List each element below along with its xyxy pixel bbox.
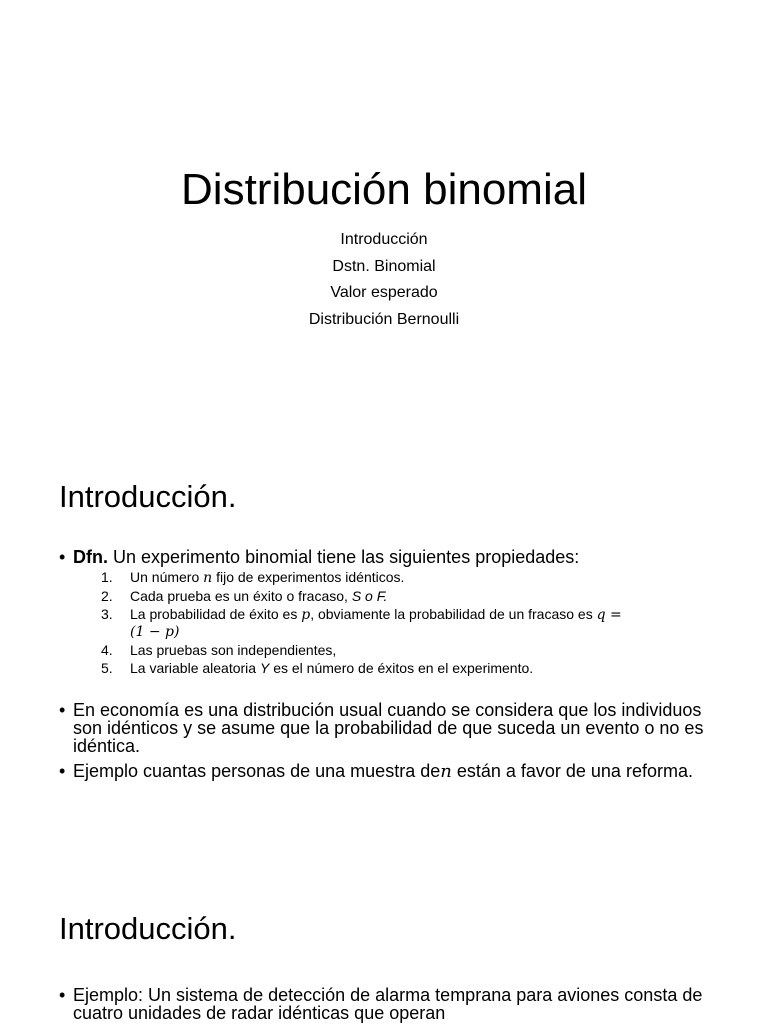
item-number: 5. bbox=[101, 660, 113, 676]
section-heading: Introducción. bbox=[59, 479, 237, 514]
math-expression: q = bbox=[596, 607, 622, 623]
subtitle-item: Dstn. Binomial bbox=[332, 257, 436, 275]
bullet-icon: • bbox=[59, 761, 66, 781]
list-item bbox=[101, 588, 719, 604]
item-number: 4. bbox=[101, 642, 113, 658]
subtitle-list bbox=[0, 227, 768, 333]
bullet-icon: • bbox=[59, 547, 66, 567]
item-text: , obviamente la probabilidad de un fracaso es bbox=[310, 606, 597, 622]
math-expression: (1 − p) bbox=[130, 624, 180, 640]
bullet-icon: • bbox=[59, 985, 66, 1005]
list-item bbox=[101, 642, 719, 658]
definition-label: Dfn. bbox=[73, 547, 108, 567]
bullet-item bbox=[59, 701, 719, 755]
item-text: La probabilidad de éxito es bbox=[130, 606, 302, 622]
item-text: Cada prueba es un éxito o fracaso, bbox=[130, 588, 352, 604]
item-italic: Y bbox=[259, 660, 270, 676]
math-variable: p bbox=[301, 607, 311, 623]
numbered-list bbox=[101, 569, 719, 676]
bullet-icon: • bbox=[59, 700, 66, 720]
slide-title: Distribución binomial bbox=[181, 165, 587, 214]
item-number: 2. bbox=[101, 588, 113, 604]
item-text: es el número de éxitos en el experimento. bbox=[269, 660, 534, 676]
subtitle-item: Introducción bbox=[340, 231, 428, 248]
bullet-text: En economía es una distribución usual cuando se considera que los individuos son idénticos y se asume que la probabilidad de que suceda un evento o no es idéntica. bbox=[73, 700, 704, 756]
subtitle-item: Valor esperado bbox=[330, 284, 438, 301]
math-variable: n bbox=[203, 570, 213, 586]
bullet-list bbox=[59, 548, 719, 678]
item-number: 3. bbox=[101, 606, 113, 622]
bullet-list bbox=[59, 986, 719, 1022]
item-text: Las pruebas son independientes, bbox=[130, 642, 337, 658]
bullet-definition bbox=[59, 548, 719, 676]
item-text: La variable aleatoria bbox=[130, 660, 260, 676]
bullet-text: están a favor de una reforma. bbox=[451, 761, 693, 781]
definition-text: Un experimento binomial tiene las siguientes propiedades: bbox=[108, 547, 580, 567]
item-text: fijo de experimentos idénticos. bbox=[212, 569, 405, 585]
item-italic: S o F. bbox=[351, 588, 388, 604]
list-item bbox=[101, 660, 719, 676]
subtitle-item: Distribución Bernoulli bbox=[308, 310, 460, 328]
bullet-list bbox=[59, 701, 719, 755]
bullet-list bbox=[59, 762, 719, 781]
item-number: 1. bbox=[101, 569, 113, 585]
math-variable: n bbox=[440, 761, 452, 782]
list-item bbox=[101, 569, 719, 586]
section-heading: Introducción. bbox=[59, 911, 237, 946]
bullet-item bbox=[59, 762, 719, 781]
list-item bbox=[101, 606, 719, 640]
bullet-text: Ejemplo: Un sistema de detección de alarma temprana para aviones consta de cuatro unidades de radar idénticas que operan bbox=[73, 985, 703, 1023]
bullet-item bbox=[59, 986, 719, 1022]
bullet-text: Ejemplo cuantas personas de una muestra de bbox=[73, 761, 441, 781]
item-text: Un número bbox=[130, 569, 204, 585]
